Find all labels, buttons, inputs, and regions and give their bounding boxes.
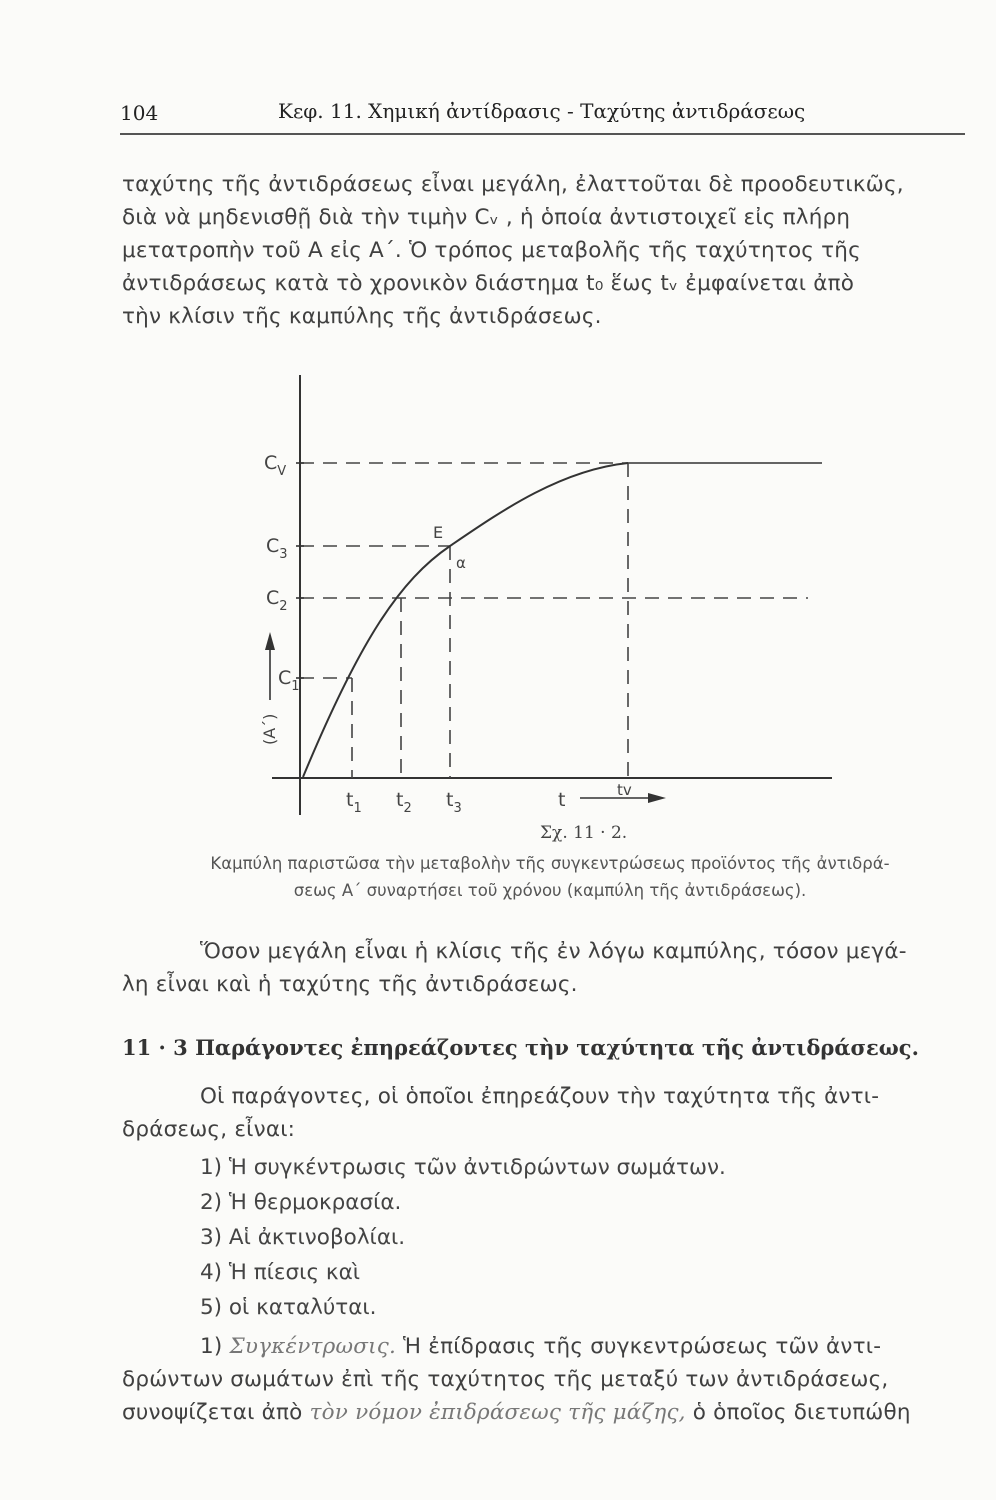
caption-line: σεως Α΄ συναρτήσει τοῦ χρόνου (καμπύλη τῆς ἀντιδράσεως). — [293, 881, 807, 900]
t-axis-label: t — [558, 789, 566, 811]
caption-line: Καμπύλη παριστῶσα τὴν μεταβολὴν τῆς συγκεντρώσεως προϊόντος τῆς ἀντιδρά- — [210, 854, 890, 873]
factors-list — [200, 1150, 726, 1325]
page-number: 104 — [120, 101, 159, 125]
list-item: 3) Αἱ ἀκτινοβολίαι. — [200, 1225, 406, 1250]
list-item: 4) Ἡ πίεσις καὶ — [200, 1260, 361, 1285]
text-segment: Ἡ ἐπίδρασις τῆς συγκεντρώσεως τῶν ἀντι- — [403, 1334, 882, 1359]
text-line: ταχύτης τῆς ἀντιδράσεως εἶναι μεγάλη, ἐλαττοῦται δὲ προοδευτικῶς, — [122, 172, 904, 197]
running-title: Κεφ. 11. Χημική ἀντίδρασις - Ταχύτης ἀντιδράσεως — [278, 99, 806, 123]
figure-label: Σχ. 11 · 2. — [540, 823, 628, 843]
y-arrow-head-icon — [265, 632, 275, 650]
tv-label: tv — [617, 781, 632, 799]
text-line: Οἱ παράγοντες, οἱ ὁποῖοι ἐπηρεάζουν τὴν ταχύτητα τῆς ἀντι- — [200, 1084, 880, 1109]
slope-paragraph — [122, 935, 972, 1001]
point-e-label: E — [433, 523, 444, 542]
text-line: μετατροπὴν τοῦ Α εἰς Α΄. Ὁ τρόπος μεταβολῆς τῆς ταχύτητος τῆς — [122, 238, 861, 263]
text-line: δράσεως, εἶναι: — [122, 1117, 296, 1142]
c2-label: $C_2$ — [266, 587, 288, 614]
section-heading: 11 · 3 Παράγοντες ἐπηρεάζοντες τὴν ταχύτητα τῆς ἀντιδράσεως. — [122, 1035, 919, 1060]
c3-label: $C_3$ — [266, 535, 288, 562]
t2-label: $t_2$ — [396, 789, 412, 816]
item-number: 1) — [200, 1334, 223, 1359]
y-axis-title: (A΄) — [260, 713, 279, 745]
concentration-paragraph — [122, 1330, 972, 1429]
t1-label: $t_1$ — [346, 789, 362, 816]
text-line: τὴν κλίσιν τῆς καμπύλης τῆς ἀντιδράσεως. — [122, 304, 602, 329]
text-line: δρώντων σωμάτων ἐπὶ τῆς ταχύτητος τῆς μεταξύ των ἀντιδράσεως, — [122, 1367, 889, 1392]
cv-label: $C_V$ — [264, 452, 287, 479]
text-segment: συνοψίζεται ἀπὸ — [122, 1400, 303, 1425]
text-line — [122, 1330, 972, 1363]
text-line: ἀντιδράσεως κατὰ τὸ χρονικὸν διάστημα t₀ ἕως tᵥ ἐμφαίνεται ἀπὸ — [122, 271, 855, 296]
list-item: 1) Ἡ συγκέντρωσις τῶν ἀντιδρώντων σωμάτων. — [200, 1155, 726, 1180]
text-line: Ὅσον μεγάλη εἶναι ἡ κλίσις τῆς ἐν λόγω καμπύλης, τόσον μεγά- — [200, 939, 907, 964]
text-line: λη εἶναι καὶ ἡ ταχύτης τῆς ἀντιδράσεως. — [122, 972, 578, 997]
point-a-label: α — [456, 554, 466, 572]
figure-caption — [130, 850, 970, 904]
t3-label: $t_3$ — [446, 789, 462, 816]
factors-intro — [122, 1080, 972, 1146]
italic-law-name: τὸν νόμον ἐπιδράσεως τῆς μάζης, — [309, 1400, 686, 1425]
italic-title: Συγκέντρωσις. — [229, 1334, 396, 1359]
c1-label: $C_1$ — [278, 667, 300, 694]
list-item: 2) Ἡ θερμοκρασία. — [200, 1190, 402, 1215]
text-line — [122, 1396, 972, 1429]
text-line: διὰ νὰ μηδενισθῇ διὰ τὴν τιμὴν Cᵥ , ἡ ὁποία ἀντιστοιχεῖ εἰς πλήρη — [122, 205, 851, 230]
list-item: 5) οἱ καταλύται. — [200, 1295, 377, 1320]
text-segment: ὁ ὁποῖος διετυπώθη — [692, 1400, 911, 1425]
x-arrow-head-icon — [648, 793, 666, 803]
